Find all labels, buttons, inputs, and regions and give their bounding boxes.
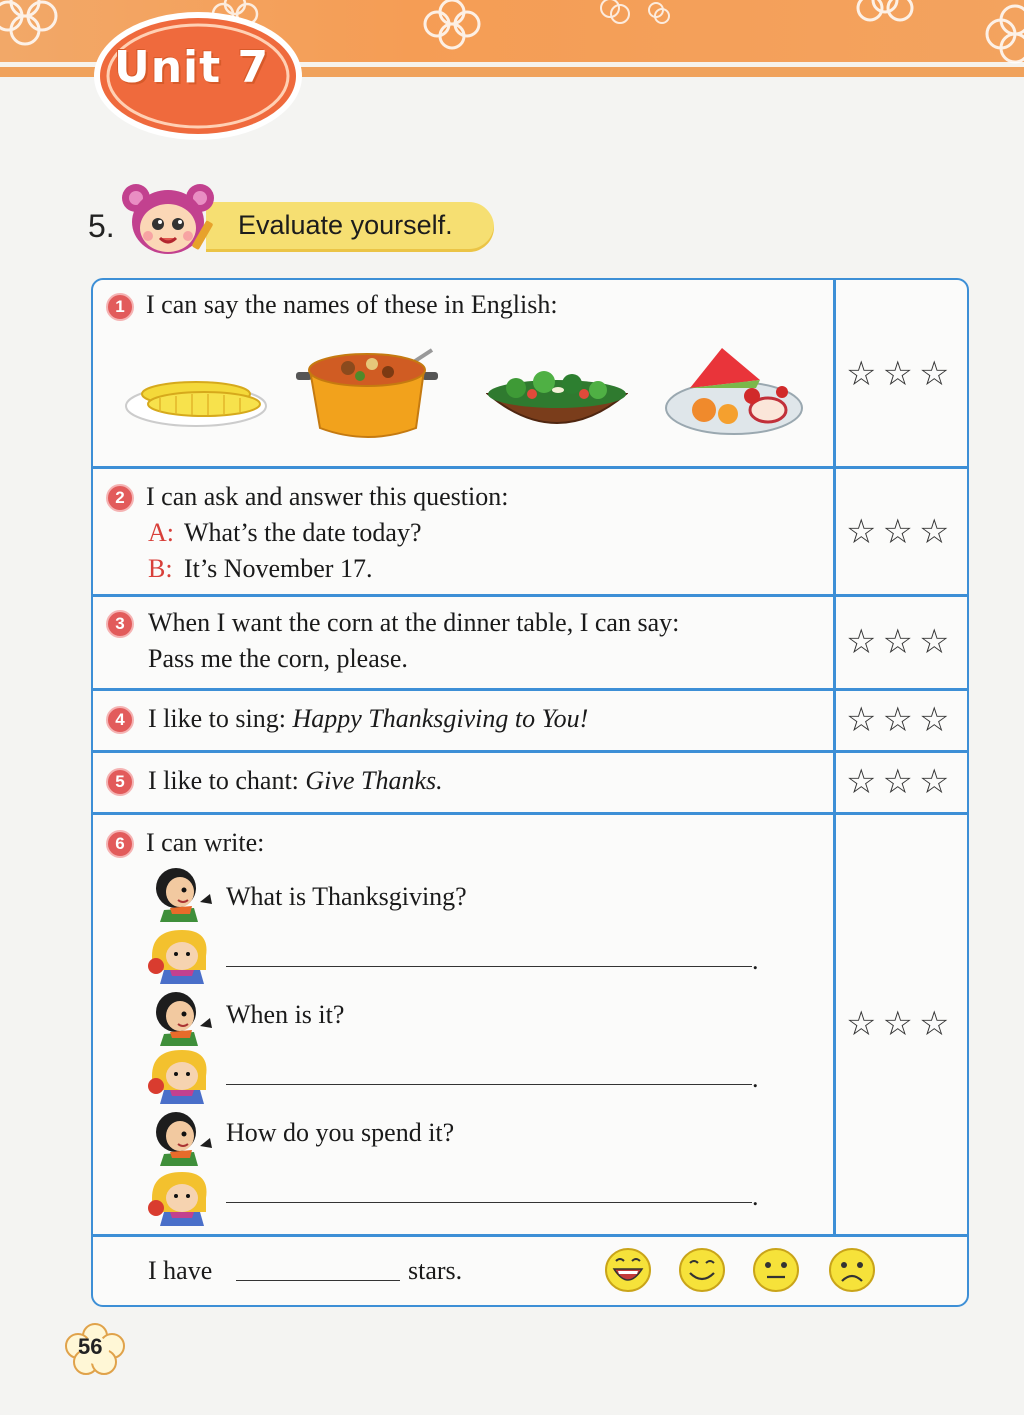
question-1: What is Thanksgiving? xyxy=(226,882,467,911)
girl-icon xyxy=(142,926,214,984)
item-number-badge: 2 xyxy=(106,484,134,512)
row-divider xyxy=(92,812,968,815)
answer-period: . xyxy=(752,1064,759,1093)
speaker-b-label: B: xyxy=(148,554,173,583)
answer-period: . xyxy=(752,946,759,975)
flower-decoration-icon xyxy=(590,0,680,34)
answer-blank-2[interactable] xyxy=(226,1084,752,1085)
boy-icon xyxy=(150,988,214,1046)
footer-prefix: I have xyxy=(148,1256,213,1285)
girl-mascot-icon xyxy=(118,176,222,260)
row-divider xyxy=(92,594,968,597)
row4-text xyxy=(148,704,588,734)
row3-phrase: Pass me the corn, please. xyxy=(148,644,408,673)
salad-bowl-icon xyxy=(486,360,628,436)
stew-pot-icon xyxy=(296,346,440,444)
answer-blank-1[interactable] xyxy=(226,966,752,967)
girl-icon xyxy=(142,1168,214,1226)
page-number: 56 xyxy=(78,1334,103,1359)
item-number-badge: 4 xyxy=(106,706,134,734)
footer-suffix: stars. xyxy=(408,1256,463,1285)
question-text: What’s the date today? xyxy=(184,518,422,547)
item-number-badge: 6 xyxy=(106,830,134,858)
star-rating[interactable]: ☆☆☆ xyxy=(846,702,956,739)
flower-decoration-icon xyxy=(412,0,492,52)
answer-blank-3[interactable] xyxy=(226,1202,752,1203)
boy-icon xyxy=(150,864,214,922)
star-rating[interactable]: ☆☆☆ xyxy=(846,514,956,551)
song-title: Happy Thanksgiving to You! xyxy=(292,704,589,733)
star-rating[interactable]: ☆☆☆ xyxy=(846,764,956,801)
answer-period: . xyxy=(752,1182,759,1211)
star-rating[interactable]: ☆☆☆ xyxy=(846,356,956,393)
row4-prefix: I like to sing: xyxy=(148,704,293,733)
item-number-badge: 3 xyxy=(106,610,134,638)
section-title: Evaluate yourself. xyxy=(238,210,453,240)
star-rating[interactable]: ☆☆☆ xyxy=(846,1006,956,1043)
flower-decoration-icon xyxy=(975,0,1024,70)
sad-face-icon[interactable] xyxy=(828,1247,876,1293)
corn-icon xyxy=(124,368,270,428)
smiling-face-icon[interactable] xyxy=(678,1247,726,1293)
row3-text: When I want the corn at the dinner table, I can say: xyxy=(148,608,680,637)
boy-icon xyxy=(150,1108,214,1166)
item-number-badge: 5 xyxy=(106,768,134,796)
fruit-plate-icon xyxy=(664,344,804,436)
star-rating[interactable]: ☆☆☆ xyxy=(846,624,956,661)
answer-text: It’s November 17. xyxy=(184,554,373,583)
neutral-face-icon[interactable] xyxy=(752,1247,800,1293)
flower-decoration-icon xyxy=(850,0,920,26)
section-number: 5. xyxy=(88,208,115,244)
stars-column-divider xyxy=(833,280,836,1235)
row6-text: I can write: xyxy=(146,828,265,857)
stars-count-blank[interactable] xyxy=(236,1280,400,1281)
row5-text xyxy=(148,766,443,796)
question-2: When is it? xyxy=(226,1000,345,1029)
speaker-a-label: A: xyxy=(148,518,174,547)
row-divider xyxy=(92,466,968,469)
question-3: How do you spend it? xyxy=(226,1118,455,1147)
row-divider xyxy=(92,688,968,691)
laughing-face-icon[interactable] xyxy=(604,1247,652,1293)
row2-text: I can ask and answer this question: xyxy=(146,482,509,511)
row-divider xyxy=(92,1234,968,1237)
chant-title: Give Thanks. xyxy=(305,766,443,795)
flower-decoration-icon xyxy=(0,0,70,50)
item-number-badge: 1 xyxy=(106,293,134,321)
row5-prefix: I like to chant: xyxy=(148,766,306,795)
row1-text: I can say the names of these in English: xyxy=(146,290,558,319)
girl-icon xyxy=(142,1046,214,1104)
row-divider xyxy=(92,750,968,753)
unit-title: Unit 7 xyxy=(114,42,270,93)
